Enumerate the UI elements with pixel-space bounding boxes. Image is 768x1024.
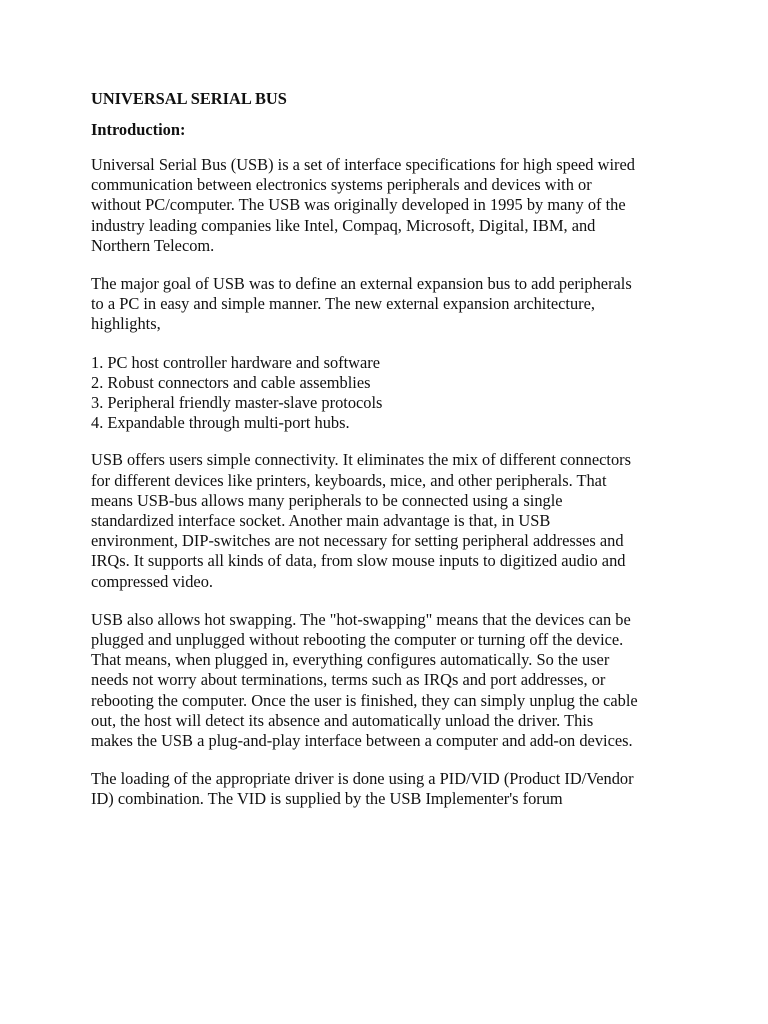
- paragraph-connectivity: [91, 450, 708, 591]
- text-line: plugged and unplugged without rebooting the computer or turning off the device.: [91, 630, 624, 650]
- text-line: USB offers users simple connectivity. It eliminates the mix of different connectors: [91, 450, 632, 470]
- text-line: compressed video.: [91, 571, 213, 591]
- text-line: without PC/computer. The USB was originally developed in 1995 by many of the: [91, 195, 626, 215]
- list-item: 1. PC host controller hardware and software: [91, 352, 381, 372]
- paragraph-usb-definition: [91, 155, 708, 256]
- text-line: industry leading companies like Intel, Compaq, Microsoft, Digital, IBM, and: [91, 215, 596, 235]
- paragraph-driver-loading: [91, 769, 708, 809]
- text-line: That means, when plugged in, everything configures automatically. So the user: [91, 650, 610, 670]
- section-heading-introduction: Introduction:: [91, 120, 186, 139]
- text-line: to a PC in easy and simple manner. The new external expansion architecture,: [91, 294, 596, 314]
- text-line: makes the USB a plug-and-play interface between a computer and add-on devices.: [91, 731, 633, 751]
- text-line: IRQs. It supports all kinds of data, from slow mouse inputs to digitized audio and: [91, 551, 626, 571]
- text-line: The major goal of USB was to define an external expansion bus to add peripherals: [91, 274, 632, 294]
- list-item: 4. Expandable through multi-port hubs.: [91, 413, 350, 433]
- text-line: out, the host will detect its absence and automatically unload the driver. This: [91, 710, 594, 730]
- text-line: communication between electronics systems peripherals and devices with or: [91, 175, 592, 195]
- text-line: Universal Serial Bus (USB) is a set of interface specifications for high speed wired: [91, 155, 635, 174]
- text-line: ID) combination. The VID is supplied by the USB Implementer's forum: [91, 789, 563, 809]
- text-line: means USB-bus allows many peripherals to be connected using a single: [91, 490, 563, 510]
- document-title: UNIVERSAL SERIAL BUS: [91, 89, 287, 108]
- text-line: Northern Telecom.: [91, 235, 215, 255]
- text-line: standardized interface socket. Another main advantage is that, in USB: [91, 511, 551, 531]
- text-line: rebooting the computer. Once the user is finished, they can simply unplug the cable: [91, 690, 638, 710]
- highlights-list: [91, 353, 708, 434]
- paragraph-hot-swapping: [91, 610, 708, 751]
- text-line: for different devices like printers, keyboards, mice, and other peripherals. That: [91, 470, 607, 490]
- list-item: 3. Peripheral friendly master-slave protocols: [91, 393, 383, 413]
- paragraph-usb-goal: [91, 274, 708, 335]
- text-line: USB also allows hot swapping. The "hot-swapping" means that the devices can be: [91, 609, 631, 629]
- text-line: needs not worry about terminations, terms such as IRQs and port addresses, or: [91, 670, 606, 690]
- text-line: environment, DIP-switches are not necessary for setting peripheral addresses and: [91, 531, 624, 551]
- text-line: highlights,: [91, 314, 161, 334]
- list-item: 2. Robust connectors and cable assemblies: [91, 372, 371, 392]
- text-line: The loading of the appropriate driver is done using a PID/VID (Product ID/Vendor: [91, 769, 634, 789]
